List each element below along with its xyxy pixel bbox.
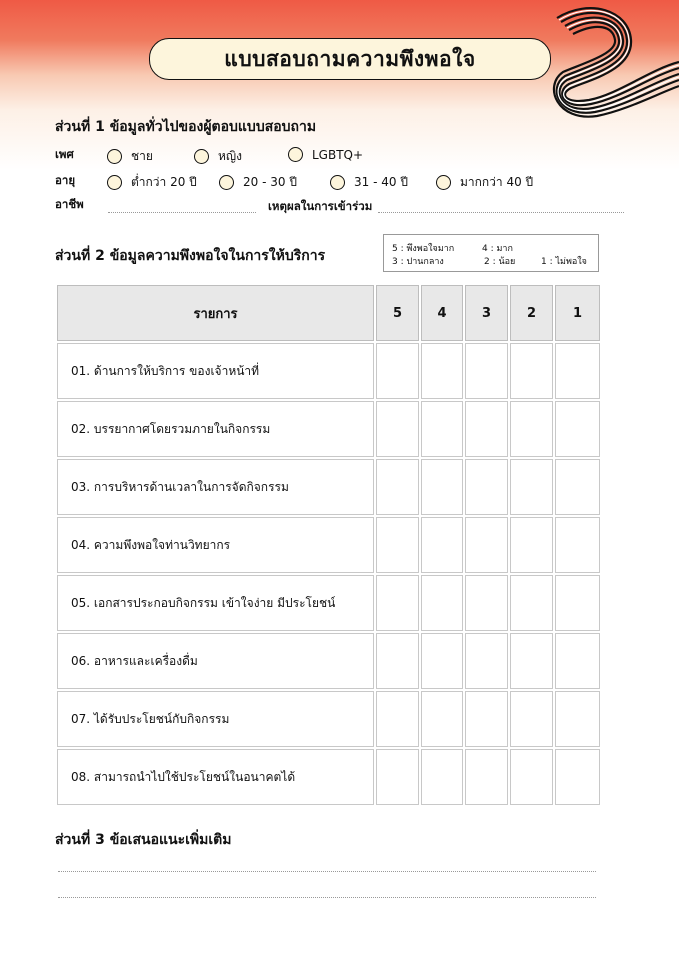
radio-button[interactable] <box>107 175 122 190</box>
option-label: ต่ำกว่า 20 ปี <box>131 175 197 189</box>
score-cell-1[interactable] <box>555 575 600 631</box>
score-cell-4[interactable] <box>421 517 463 573</box>
score-header-4: 4 <box>421 285 463 341</box>
item-label: 08. สามารถนำไปใช้ประโยชน์ในอนาคตได้ <box>57 749 374 805</box>
table-row <box>57 633 600 689</box>
table-row <box>57 401 600 457</box>
item-label: 02. บรรยากาศโดยรวมภายในกิจกรรม <box>57 401 374 457</box>
item-header: รายการ <box>57 285 374 341</box>
table-row <box>57 459 600 515</box>
radio-button[interactable] <box>107 149 122 164</box>
suggestion-line-1[interactable] <box>58 871 596 872</box>
table-row <box>57 575 600 631</box>
score-cell-1[interactable] <box>555 459 600 515</box>
item-label: 06. อาหารและเครื่องดื่ม <box>57 633 374 689</box>
score-cell-2[interactable] <box>510 633 553 689</box>
option-label: มากกว่า 40 ปี <box>460 175 534 189</box>
gender-option-lgbtq[interactable] <box>288 147 363 162</box>
score-cell-5[interactable] <box>376 749 419 805</box>
section3-heading: ส่วนที่ 3 ข้อเสนอแนะเพิ่มเติม <box>55 832 232 848</box>
radio-button[interactable] <box>219 175 234 190</box>
score-cell-3[interactable] <box>465 401 508 457</box>
age-label: อายุ <box>55 173 76 187</box>
score-header-2: 2 <box>510 285 553 341</box>
gender-option-male[interactable] <box>107 147 153 166</box>
section2-heading: ส่วนที่ 2 ข้อมูลความพึงพอใจในการให้บริการ <box>55 248 326 264</box>
rating-legend <box>383 234 599 272</box>
section1-heading: ส่วนที่ 1 ข้อมูลทั่วไปของผู้ตอบแบบสอบถาม <box>55 119 317 135</box>
option-label: หญิง <box>218 149 242 163</box>
score-cell-2[interactable] <box>510 691 553 747</box>
radio-button[interactable] <box>330 175 345 190</box>
occupation-field[interactable] <box>108 212 256 213</box>
score-cell-4[interactable] <box>421 633 463 689</box>
score-cell-3[interactable] <box>465 459 508 515</box>
item-label: 04. ความพึงพอใจท่านวิทยากร <box>57 517 374 573</box>
score-cell-2[interactable] <box>510 459 553 515</box>
radio-button[interactable] <box>194 149 209 164</box>
gender-label: เพศ <box>55 147 74 161</box>
score-cell-1[interactable] <box>555 343 600 399</box>
score-cell-5[interactable] <box>376 401 419 457</box>
legend-5: 5 : พึงพอใจมาก <box>392 244 455 254</box>
table-header-row <box>57 285 600 341</box>
score-cell-5[interactable] <box>376 691 419 747</box>
legend-3: 3 : ปานกลาง <box>392 257 444 267</box>
item-label: 07. ได้รับประโยชน์กับกิจกรรม <box>57 691 374 747</box>
score-cell-5[interactable] <box>376 575 419 631</box>
score-cell-1[interactable] <box>555 633 600 689</box>
option-label: LGBTQ+ <box>312 147 364 162</box>
item-label: 05. เอกสารประกอบกิจกรรม เข้าใจง่าย มีประโยชน์ <box>57 575 374 631</box>
item-label: 03. การบริหารด้านเวลาในการจัดกิจกรรม <box>57 459 374 515</box>
score-cell-3[interactable] <box>465 343 508 399</box>
option-label: ชาย <box>131 149 153 163</box>
table-row <box>57 517 600 573</box>
option-label: 31 - 40 ปี <box>354 175 408 189</box>
score-cell-5[interactable] <box>376 459 419 515</box>
age-option-under20[interactable] <box>107 173 197 192</box>
score-cell-4[interactable] <box>421 459 463 515</box>
score-cell-4[interactable] <box>421 749 463 805</box>
option-label: 20 - 30 ปี <box>243 175 297 189</box>
radio-button[interactable] <box>436 175 451 190</box>
reason-field[interactable] <box>378 212 624 213</box>
score-cell-2[interactable] <box>510 575 553 631</box>
score-cell-1[interactable] <box>555 691 600 747</box>
score-cell-5[interactable] <box>376 517 419 573</box>
gender-option-female[interactable] <box>194 147 242 166</box>
score-cell-2[interactable] <box>510 343 553 399</box>
score-cell-3[interactable] <box>465 691 508 747</box>
score-cell-2[interactable] <box>510 401 553 457</box>
score-cell-1[interactable] <box>555 401 600 457</box>
legend-2: 2 : น้อย <box>484 257 516 267</box>
age-option-20-30[interactable] <box>219 173 297 192</box>
score-header-5: 5 <box>376 285 419 341</box>
score-cell-2[interactable] <box>510 517 553 573</box>
score-header-1: 1 <box>555 285 600 341</box>
score-cell-1[interactable] <box>555 517 600 573</box>
score-cell-4[interactable] <box>421 343 463 399</box>
score-cell-4[interactable] <box>421 575 463 631</box>
score-cell-1[interactable] <box>555 749 600 805</box>
score-cell-3[interactable] <box>465 575 508 631</box>
legend-4: 4 : มาก <box>482 244 513 254</box>
form-title: แบบสอบถามความพึงพอใจ <box>149 38 551 80</box>
score-cell-5[interactable] <box>376 633 419 689</box>
score-cell-5[interactable] <box>376 343 419 399</box>
score-header-3: 3 <box>465 285 508 341</box>
table-row <box>57 691 600 747</box>
score-cell-2[interactable] <box>510 749 553 805</box>
score-cell-3[interactable] <box>465 749 508 805</box>
radio-button[interactable] <box>288 147 303 162</box>
score-cell-4[interactable] <box>421 401 463 457</box>
suggestion-line-2[interactable] <box>58 897 596 898</box>
score-cell-4[interactable] <box>421 691 463 747</box>
table-row <box>57 343 600 399</box>
score-cell-3[interactable] <box>465 633 508 689</box>
age-option-over40[interactable] <box>436 173 533 192</box>
reason-label: เหตุผลในการเข้าร่วม <box>268 199 373 213</box>
age-option-31-40[interactable] <box>330 173 408 192</box>
item-label: 01. ด้านการให้บริการ ของเจ้าหน้าที่ <box>57 343 374 399</box>
legend-1: 1 : ไม่พอใจ <box>541 257 587 267</box>
table-row <box>57 749 600 805</box>
score-cell-3[interactable] <box>465 517 508 573</box>
occupation-label: อาชีพ <box>55 197 84 211</box>
